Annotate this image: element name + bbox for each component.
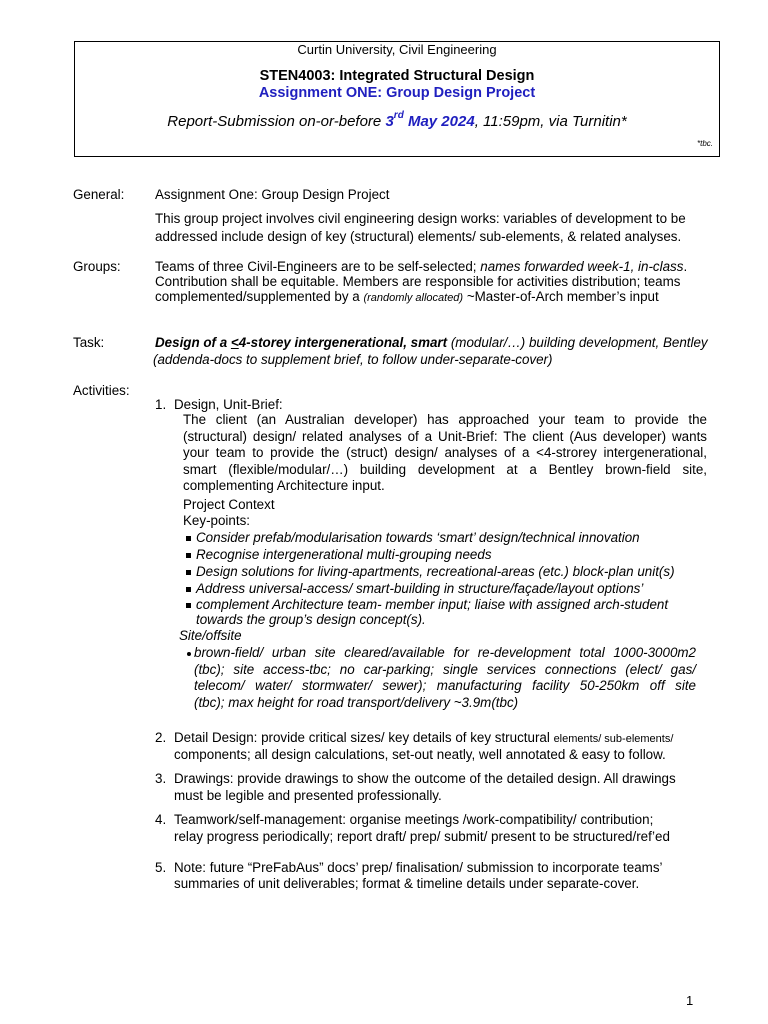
groups-line-3	[155, 289, 659, 307]
bullet-square-icon	[186, 536, 191, 541]
item-1-para-line: The client (an Australian developer) has approached your team to provide the	[183, 412, 707, 427]
assignment-title: Assignment ONE: Group Design Project	[258, 85, 536, 101]
item-1-paragraph	[183, 412, 707, 495]
task-line-2: (addenda-docs to supplement brief, to follow under-separate-cover)	[153, 352, 553, 367]
task-bold-main: 4-storey intergenerational, smart	[238, 335, 448, 350]
key-point-item: Address universal-access/ smart-building in structure/façade/layout options’	[196, 581, 644, 596]
item-4-number: 4.	[155, 812, 167, 827]
item-4-line-2: relay progress periodically; report draft/ prep/ submit/ present to be structured/ref’ed	[174, 829, 670, 844]
item-1-para-line: (structural) design/ related analyses of a Unit-Brief: The client (Aus developer) wants	[183, 428, 707, 444]
bullet-square-icon	[186, 587, 191, 592]
groups-random-note: (randomly allocated)	[363, 292, 464, 304]
item-3-line-2: must be legible and presented professionally.	[174, 788, 442, 803]
bullet-dot-icon	[187, 652, 191, 656]
groups-line-2: Contribution shall be equitable. Members are responsible for activities distribution; teams	[155, 274, 681, 289]
item-1-title: Design, Unit-Brief:	[174, 397, 283, 412]
page-number: 1	[686, 993, 694, 1008]
bullet-square-icon	[186, 603, 191, 608]
item-5-number: 5.	[155, 860, 167, 875]
submission-prefix: Report-Submission on-or-before	[167, 113, 386, 130]
tbc-note: *tbc.	[696, 139, 713, 148]
submission-date	[385, 110, 475, 130]
course-title: STEN4003: Integrated Structural Design	[259, 68, 535, 84]
groups-line-3-end: ~Master-of-Arch member’s input	[463, 289, 659, 304]
key-point-item: Consider prefab/modularisation towards ‘smart’ design/technical innovation	[196, 530, 640, 545]
item-1-para-line: smart (flexible/modular/…) building development at a Bentley brown-field site,	[183, 461, 707, 477]
task-line-1	[155, 335, 708, 352]
site-line: (tbc); max height for road transport/delivery ~3.9m(tbc)	[194, 694, 519, 710]
groups-names-note: names forwarded week-1, in-class	[480, 259, 684, 274]
bullet-square-icon	[186, 553, 191, 558]
item-1-number: 1.	[155, 397, 167, 412]
key-point-continuation: towards the group’s design concept(s).	[196, 612, 426, 627]
groups-line-1-text: Teams of three Civil-Engineers are to be self-selected;	[155, 259, 481, 274]
item-4-line-1: Teamwork/self-management: organise meetings /work-compatibility/ contribution;	[174, 812, 654, 827]
groups-line-3-text: complemented/supplemented by a	[155, 289, 364, 304]
submission-suffix: , 11:59pm, via Turnitin*	[474, 113, 627, 130]
task-le-symbol: <	[230, 335, 239, 350]
site-line: telecom/ water/ stormwater/ sewer); manufacturing facility 50-250km off site	[194, 678, 696, 693]
site-line: brown-field/ urban site cleared/available for re-development total 1000-3000m2	[194, 645, 696, 660]
key-points-label: Key-points:	[183, 513, 250, 528]
item-2-line-2: components; all design calculations, set-out neatly, well annotated & easy to follow.	[174, 747, 666, 762]
item-2-line-1	[174, 730, 673, 748]
task-label: Task:	[73, 335, 105, 350]
submission-month-year: May 2024	[403, 113, 475, 130]
item-2-elements-note: elements/ sub-elements/	[553, 733, 674, 745]
general-label: General:	[73, 187, 125, 202]
general-line-1: This group project involves civil engineering design works: variables of development to be	[155, 211, 686, 226]
item-5-line-1: Note: future “PreFabAus” docs’ prep/ finalisation/ submission to incorporate teams’	[174, 860, 663, 875]
task-bold-prefix: Design of a	[155, 335, 231, 350]
item-1-para-line: complementing Architecture input.	[183, 478, 385, 493]
site-offsite-label: Site/offsite	[179, 628, 242, 643]
submission-deadline	[75, 110, 719, 130]
site-line: (tbc); site access-tbc; no car-parking; single services connections (elect/ gas/	[194, 661, 696, 677]
item-3-number: 3.	[155, 771, 167, 786]
general-line-2: addressed include design of key (structural) elements/ sub-elements, & related analyses.	[155, 229, 682, 244]
university-line: Curtin University, Civil Engineering	[297, 42, 497, 57]
groups-line-1-end: .	[683, 259, 688, 274]
item-2-line-1-text: Detail Design: provide critical sizes/ key details of key structural	[174, 730, 554, 745]
key-point-item: Recognise intergenerational multi-grouping needs	[196, 547, 492, 562]
site-paragraph	[194, 645, 696, 711]
activities-label: Activities:	[73, 383, 130, 398]
project-context-heading: Project Context	[183, 497, 275, 512]
submission-day-suffix: rd	[393, 110, 404, 121]
item-1-para-line: your team to provide the (struct) design/ analyses of a <4-strorey intergenerational,	[183, 445, 707, 460]
key-point-item: Design solutions for living-apartments, recreational-areas (etc.) block-plan unit(s)	[196, 564, 675, 579]
item-5-line-2: summaries of unit deliverables; format & timeline details under separate-cover.	[174, 876, 640, 891]
bullet-square-icon	[186, 570, 191, 575]
general-title: Assignment One: Group Design Project	[155, 187, 390, 202]
key-point-item: complement Architecture team- member input; liaise with assigned arch-student	[196, 597, 669, 612]
submission-day: 3	[385, 113, 394, 130]
item-2-number: 2.	[155, 730, 167, 745]
groups-label: Groups:	[73, 259, 121, 274]
task-italic-rest: (modular/…) building development, Bentley	[447, 335, 708, 350]
title-box	[74, 41, 720, 157]
item-3-line-1: Drawings: provide drawings to show the outcome of the detailed design. All drawings	[174, 771, 676, 786]
